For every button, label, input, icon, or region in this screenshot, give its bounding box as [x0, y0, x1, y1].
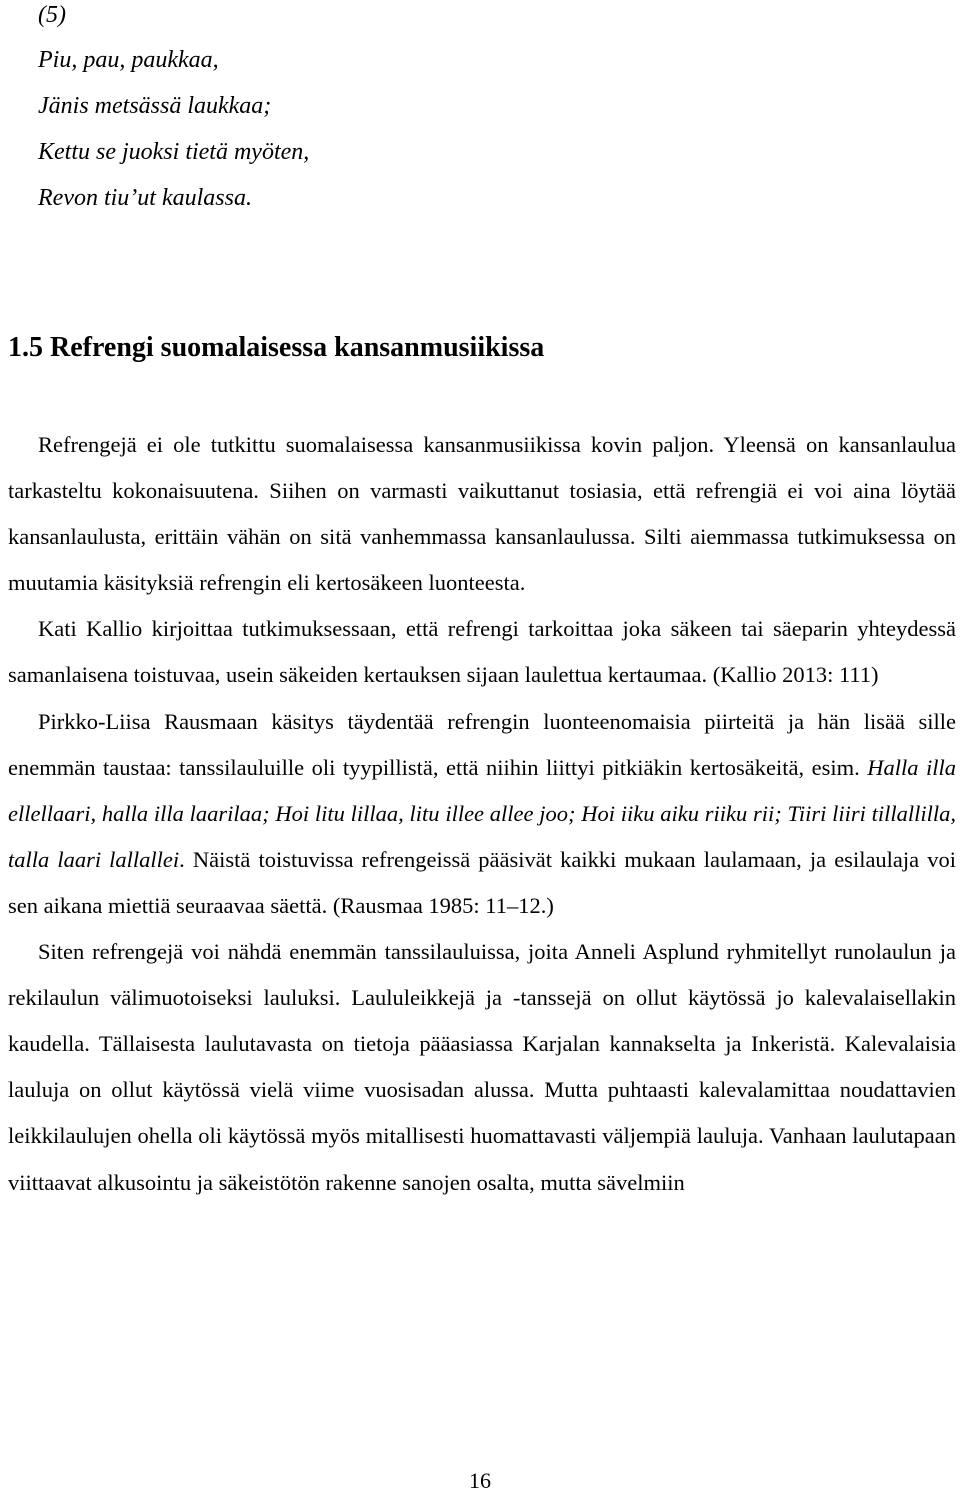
poem-block	[38, 37, 309, 221]
poem-line: Kettu se juoksi tietä myöten,	[38, 139, 310, 165]
verse-number: (5)	[38, 2, 66, 28]
paragraph-text: . Näistä toistuvissa refrengeissä pääsivät kaikki mukaan laulamaan, ja esilaulaja voi sen aikana miettiä seuraavaa säettä. (Rausmaa 1985: 11–12.)	[8, 846, 956, 918]
poem-line: Revon tiu’ut kaulassa.	[38, 185, 252, 211]
section-heading: 1.5 Refrengi suomalaisessa kansanmusiikissa	[8, 332, 545, 363]
paragraph: Kati Kallio kirjoittaa tutkimuksessaan, että refrengi tarkoittaa joka säkeen tai säeparin yhteydessä samanlaisena toistuvaa, usein säkeiden kertauksen sijaan laulettua kertaumaa. (Kallio 2013: 111)	[8, 616, 956, 688]
poem-line: Piu, pau, paukkaa,	[38, 47, 219, 73]
paragraph: Siten refrengejä voi nähdä enemmän tanssilauluissa, joita Anneli Asplund ryhmitellyt runolaulun ja rekilaulun välimuotoiseksi lauluksi. Laululeikkejä ja -tanssejä on ollut käytössä jo kalevalaisellakin kaudella. Tällaisesta laulutavasta on tietoja pääasiassa Karjalan kannakselta ja Inkeristä. Kalevalaisia lauluja on ollut käytössä vielä viime vuosisadan alussa. Mutta puhtaasti kalevalamittaa noudattavien leikkilaulujen ohella oli käytössä myös mitallisesti huomattavasti väljempiä lauluja. Vanhaan laulutapaan viittaavat alkusointu ja säkeistötön rakenne sanojen osalta, mutta sävelmiin	[8, 939, 956, 1195]
poem-line: Jänis metsässä laukkaa;	[38, 93, 272, 119]
paragraph: Refrengejä ei ole tutkittu suomalaisessa kansanmusiikissa kovin paljon. Yleensä on kansanlaulua tarkasteltu kokonaisuutena. Siihen on varmasti vaikuttanut tosiasia, että refrengiä ei voi aina löytää kansanlaulusta, erittäin vähän on sitä vanhemmassa kansanlaulussa. Silti aiemmassa tutkimuksessa on muutamia käsityksiä refrengin eli kertosäkeen luonteesta.	[8, 432, 956, 596]
paragraph	[8, 699, 956, 929]
paragraph-text: Pirkko-Liisa Rausmaan käsitys täydentää refrengin luonteenomaisia piirteitä ja hän lisää sille enemmän taustaa: tanssilauluille oli tyypillistä, että niihin liittyi pitkiäkin kertosäkeitä, esim.	[8, 708, 956, 780]
body-text	[8, 422, 956, 1206]
page-number: 16	[469, 1468, 491, 1493]
refrain-examples: Halla illa ellellaari, halla illa laarilaa; Hoi litu lillaa, litu illee allee joo; Hoi iiku aiku riiku rii; Tiiri liiri tillallilla, talla laari lallallei	[8, 754, 956, 872]
